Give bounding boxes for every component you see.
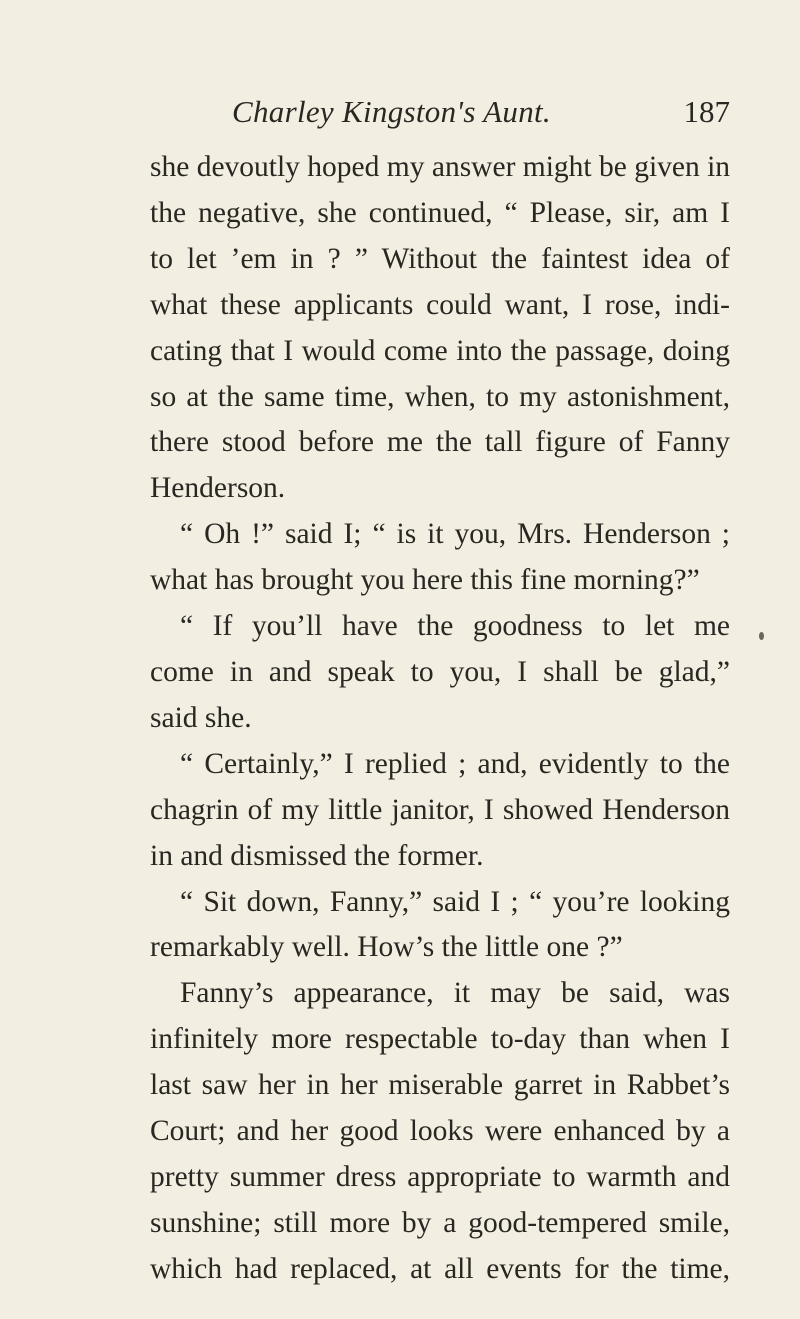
text-line: chagrin of my little janitor, I showed Henderson (150, 793, 730, 826)
text-line: which had replaced, at all events for the time, (150, 1252, 730, 1285)
running-title: Charley Kingston's Aunt. (232, 94, 551, 129)
text-line: she devoutly hoped my answer might be given in (150, 151, 731, 183)
text-line: what these applicants could want, I rose, indi- (150, 288, 730, 321)
text-line: “ Oh !” said I; “ is it you, Mrs. Henderson ; (180, 518, 730, 551)
text-line: the negative, she continued, “ Please, sir, am I (150, 196, 730, 229)
text-line: Henderson. (150, 472, 286, 505)
text-line: to let ’em in ? ” Without the faintest idea of (150, 242, 730, 275)
text-line: sunshine; still more by a good-tempered smile, (150, 1206, 730, 1239)
ink-speck (759, 632, 764, 640)
text-line: what has brought you here this fine morning?” (150, 564, 700, 597)
text-line: so at the same time, when, to my astonishment, (150, 380, 730, 413)
page-number: 187 (683, 94, 730, 129)
text-line: infinitely more respectable to-day than when I (150, 1023, 730, 1056)
text-line: remarkably well. How’s the little one ?” (150, 931, 623, 964)
text-line: in and dismissed the former. (150, 839, 484, 872)
text-line: “ If you’ll have the goodness to let me (180, 610, 730, 643)
body-text (150, 145, 730, 1293)
page-header (150, 94, 730, 134)
text-line: Fanny’s appearance, it may be said, was (180, 977, 730, 1010)
text-line: last saw her in her miserable garret in Rabbet’s (150, 1069, 730, 1102)
text-line: pretty summer dress appropriate to warmth and (150, 1160, 730, 1193)
text-line: said she. (150, 701, 252, 734)
text-line: there stood before me the tall figure of Fanny (150, 426, 730, 459)
text-line: “ Sit down, Fanny,” said I ; “ you’re looking (180, 885, 730, 918)
text-line: Court; and her good looks were enhanced by a (150, 1115, 730, 1148)
text-line: “ Certainly,” I replied ; and, evidently to the (180, 747, 730, 780)
text-line: come in and speak to you, I shall be glad,” (150, 655, 730, 688)
text-line: cating that I would come into the passage, doing (150, 334, 730, 367)
